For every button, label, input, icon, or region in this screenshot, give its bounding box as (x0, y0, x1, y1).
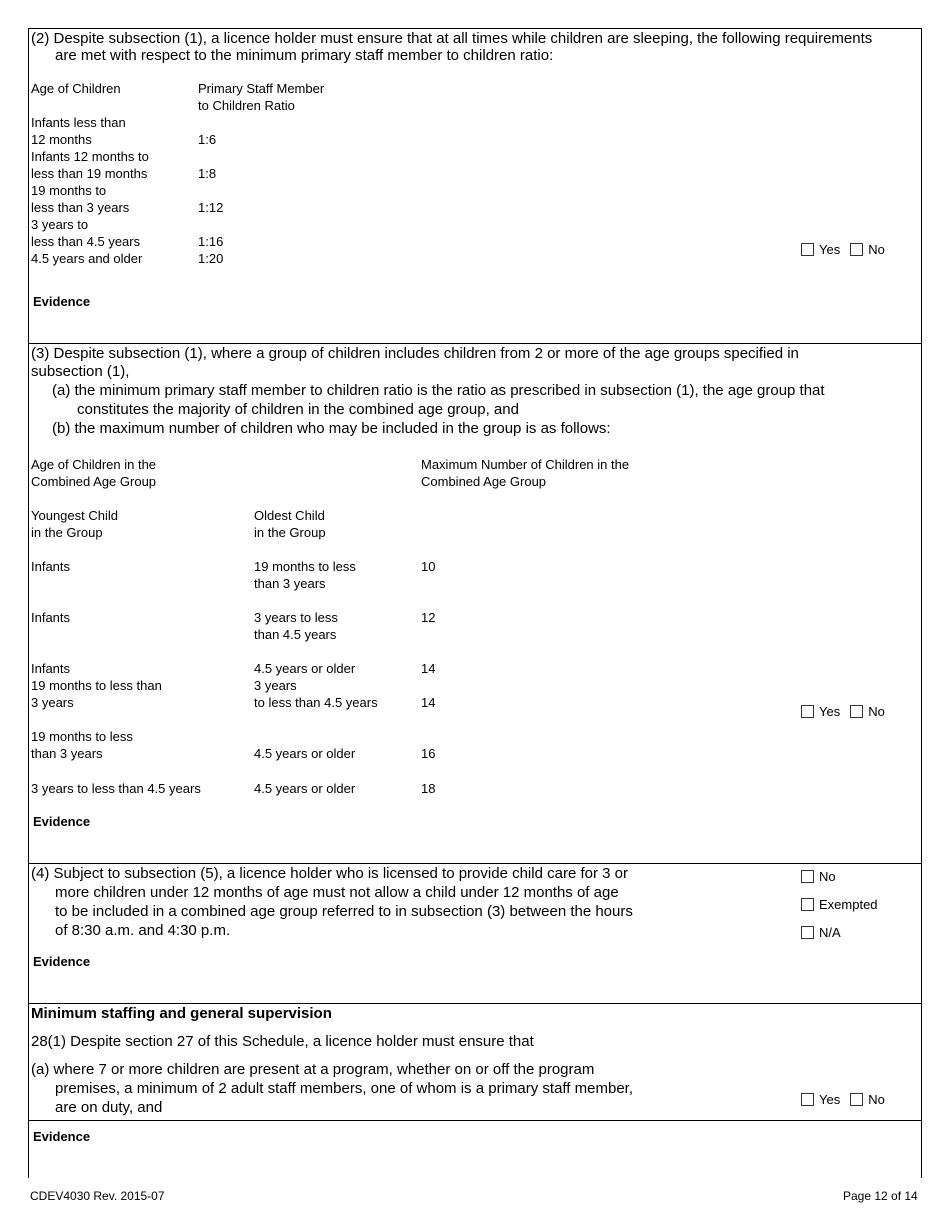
s4-na-checkbox[interactable]: N/A (801, 925, 841, 940)
s3-row-4-oldest-2: to less than 4.5 years (254, 695, 378, 710)
s2-compliance-group (801, 242, 895, 257)
s2-row-3-age-2: less than 3 years (31, 200, 130, 215)
s28-no-checkbox[interactable]: No (850, 1092, 885, 1107)
s3-header-max-1: Maximum Number of Children in the (421, 457, 630, 472)
checkbox-icon (801, 1093, 814, 1106)
s2-row-5-age-1: 4.5 years and older (31, 251, 143, 266)
s3-row-5-oldest: 4.5 years or older (254, 746, 356, 761)
s2-col-ratio-header-2: to Children Ratio (198, 98, 295, 113)
s3-row-1-oldest-2: than 3 years (254, 576, 326, 591)
s3-row-6-max: 18 (421, 781, 436, 796)
s4-line-4: of 8:30 a.m. and 4:30 p.m. (55, 922, 231, 939)
s2-row-5-ratio: 1:20 (198, 251, 224, 266)
s4-line-3: to be included in a combined age group referred to in subsection (3) between the hours (55, 903, 633, 920)
s2-intro-line-1: (2) Despite subsection (1), a licence holder must ensure that at all times while children are sleeping, the following requirements (31, 30, 873, 47)
s3-yes-checkbox[interactable]: Yes (801, 704, 840, 719)
s2-row-1-age-1: Infants less than (31, 115, 126, 130)
s3-row-4-oldest-1: 3 years (254, 678, 297, 693)
s28-clause-a-line-3: are on duty, and (55, 1099, 163, 1116)
s2-row-2-ratio: 1:8 (198, 166, 217, 181)
s28-yes-checkbox[interactable]: Yes (801, 1092, 840, 1107)
s2-intro-line-2: are met with respect to the minimum primary staff member to children ratio: (55, 47, 554, 64)
s28-clause-a-line-2: premises, a minimum of 2 adult staff members, one of whom is a primary staff member, (55, 1080, 633, 1097)
s3-row-6-youngest: 3 years to less than 4.5 years (31, 781, 201, 796)
s3-header-oldest-2: in the Group (254, 525, 326, 540)
s4-line-1: (4) Subject to subsection (5), a licence holder who is licensed to provide child care for 3 or (31, 865, 628, 882)
s4-no-checkbox[interactable]: No (801, 869, 836, 884)
s28-heading: Minimum staffing and general supervision (31, 1005, 332, 1022)
s3-clause-a-line-1: (a) the minimum primary staff member to children ratio is the ratio as prescribed in subsection (1), the age group that (52, 382, 825, 399)
s3-header-youngest-1: Youngest Child (31, 508, 118, 523)
s3-row-2-oldest-2: than 4.5 years (254, 627, 337, 642)
frame-left (28, 28, 29, 1178)
s3-row-6-oldest: 4.5 years or older (254, 781, 356, 796)
s3-header-max-2: Combined Age Group (421, 474, 547, 489)
s2-row-2-age-1: Infants 12 months to (31, 149, 149, 164)
s28-evidence-label: Evidence (33, 1129, 91, 1144)
checkbox-icon (801, 870, 814, 883)
s3-row-2-youngest: Infants (31, 610, 71, 625)
s2-row-3-ratio: 1:12 (198, 200, 224, 215)
checkbox-icon (801, 705, 814, 718)
s3-intro-line-1: (3) Despite subsection (1), where a group of children includes children from 2 or more of the age groups specified in (31, 345, 799, 362)
s28-clause-a-line-1: (a) where 7 or more children are present at a program, whether on or off the program (31, 1061, 595, 1078)
s3-clause-a-line-2: constitutes the majority of children in the combined age group, and (77, 401, 519, 418)
s3-clause-b: (b) the maximum number of children who may be included in the group is as follows: (52, 420, 611, 437)
s2-row-1-ratio: 1:6 (198, 132, 217, 147)
s3-row-5-youngest-2: than 3 years (31, 746, 103, 761)
s3-row-2-oldest-1: 3 years to less (254, 610, 338, 625)
checkbox-icon (801, 926, 814, 939)
s2-row-4-ratio: 1:16 (198, 234, 224, 249)
s28-compliance-group (801, 1092, 895, 1107)
frame-right (921, 28, 922, 1178)
s28-intro: 28(1) Despite section 27 of this Schedule, a licence holder must ensure that (31, 1033, 534, 1050)
s3-header-oldest-1: Oldest Child (254, 508, 325, 523)
checkbox-icon (850, 705, 863, 718)
s2-row-4-age-2: less than 4.5 years (31, 234, 141, 249)
s3-row-5-youngest-1: 19 months to less (31, 729, 133, 744)
s2-no-checkbox[interactable]: No (850, 242, 885, 257)
s3-compliance-group (801, 704, 895, 719)
s4-line-2: more children under 12 months of age must not allow a child under 12 months of age (55, 884, 619, 901)
s3-row-4-max: 14 (421, 695, 436, 710)
s3-header-youngest-2: in the Group (31, 525, 103, 540)
s3-header-age-2: Combined Age Group (31, 474, 157, 489)
footer-form-id: CDEV4030 Rev. 2015-07 (30, 1189, 165, 1203)
s2-evidence-label: Evidence (33, 294, 91, 309)
checkbox-icon (850, 1093, 863, 1106)
s3-header-age-1: Age of Children in the (31, 457, 157, 472)
s2-col-ratio-header-1: Primary Staff Member (198, 81, 325, 96)
s3-row-4-youngest-1: 19 months to less than (31, 678, 162, 693)
s3-row-2-max: 12 (421, 610, 436, 625)
s3-row-5-max: 16 (421, 746, 436, 761)
s3-intro-line-2: subsection (1), (31, 363, 130, 380)
s3-row-1-max: 10 (421, 559, 436, 574)
s3-row-4-youngest-2: 3 years (31, 695, 74, 710)
s3-evidence-label: Evidence (33, 814, 91, 829)
checkbox-icon (801, 243, 814, 256)
s3-no-checkbox[interactable]: No (850, 704, 885, 719)
s2-yes-checkbox[interactable]: Yes (801, 242, 840, 257)
checkbox-icon (801, 898, 814, 911)
s2-row-1-age-2: 12 months (31, 132, 92, 147)
s4-exempted-checkbox[interactable]: Exempted (801, 897, 878, 912)
divider-s28-evidence (28, 1120, 922, 1121)
s2-row-4-age-1: 3 years to (31, 217, 89, 232)
checkbox-icon (850, 243, 863, 256)
s3-row-1-oldest-1: 19 months to less (254, 559, 356, 574)
s3-row-3-max: 14 (421, 661, 436, 676)
s3-row-3-oldest: 4.5 years or older (254, 661, 356, 676)
s4-evidence-label: Evidence (33, 954, 91, 969)
footer-page-number: Page 12 of 14 (843, 1189, 918, 1203)
s3-row-1-youngest: Infants (31, 559, 71, 574)
s3-row-3-youngest: Infants (31, 661, 71, 676)
s2-row-2-age-2: less than 19 months (31, 166, 148, 181)
s2-row-3-age-1: 19 months to (31, 183, 107, 198)
s2-col-age-header: Age of Children (31, 81, 121, 96)
